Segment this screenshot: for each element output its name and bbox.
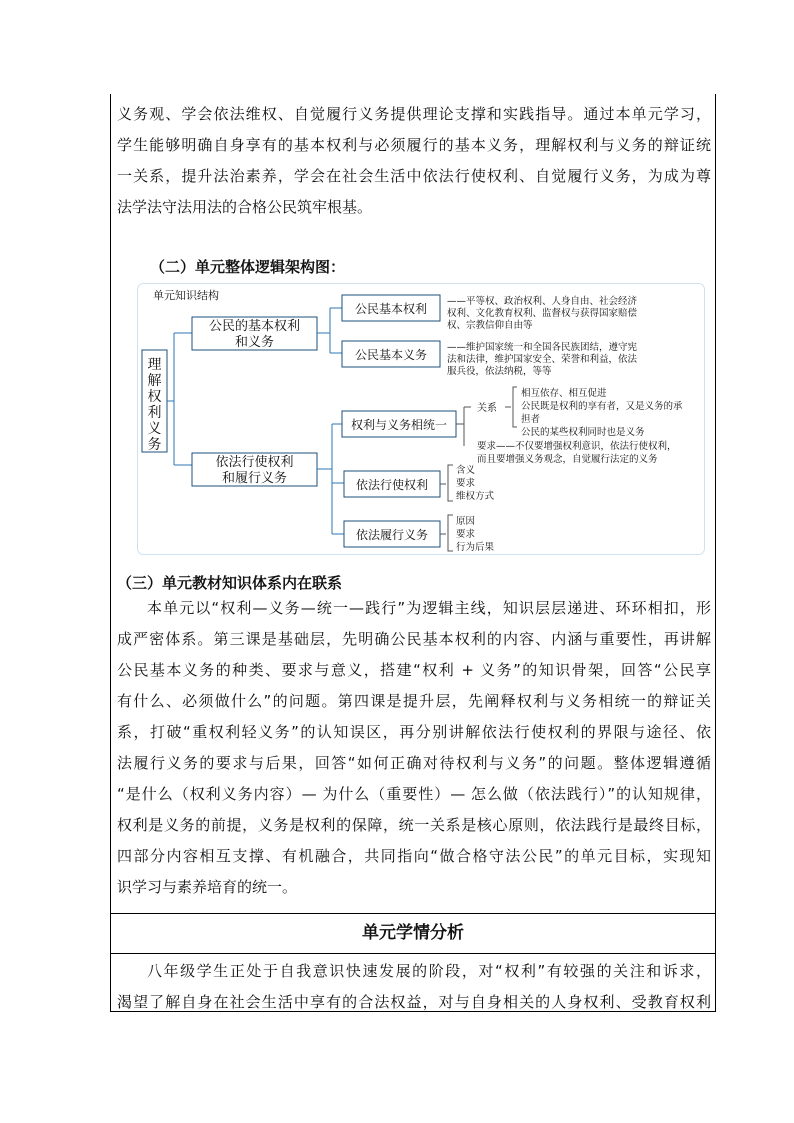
paragraph-line: 有什么、必须做什么”的问题。第四课是提升层，先阐释权利与义务相统一的辩证关 [117, 692, 711, 710]
paragraph-line: 一关系，提升法治素养，学会在社会生活中依法行使权利、自觉履行义务，为成为尊 [117, 167, 711, 185]
section-heading-knowledge-system: （三）单元教材知识体系内在联系 [117, 574, 343, 592]
diagram-title: 单元知识结构 [153, 289, 219, 302]
table-row-divider [110, 953, 716, 954]
branch1-label-line1: 公民的基本权利 [208, 319, 301, 334]
svg-text:解: 解 [147, 373, 162, 389]
svg-text:原因: 原因 [456, 516, 476, 527]
svg-text:公民既是权利的享有者，又是义务的承: 公民既是权利的享有者，又是义务的承 [521, 401, 683, 412]
svg-text:理: 理 [147, 357, 162, 373]
svg-text:务: 务 [147, 437, 162, 453]
svg-text:而且要增强义务观念，自觉履行法定的义务: 而且要增强义务观念，自觉履行法定的义务 [477, 454, 658, 465]
svg-text:担者: 担者 [521, 414, 541, 425]
svg-text:维权方式: 维权方式 [456, 491, 495, 502]
svg-text:——维护国家统一和全国各民族团结，遵守宪: ——维护国家统一和全国各民族团结，遵守宪 [447, 342, 638, 353]
paragraph-line: 识学习与素养培育的统一。 [117, 878, 298, 896]
unity-label: 权利与义务相统一 [350, 418, 448, 432]
paragraph-line: 法学法守法用法的合格公民筑牢根基。 [117, 198, 373, 216]
svg-text:利: 利 [147, 405, 162, 421]
svg-text:法和法律，维护国家安全、荣誉和利益，依法: 法和法律，维护国家安全、荣誉和利益，依法 [447, 354, 638, 365]
svg-text:——平等权、政治权利、人身自由、社会经济: ——平等权、政治权利、人身自由、社会经济 [447, 296, 638, 307]
svg-text:权利、文化教育权利、监督权与获得国家赔偿: 权利、文化教育权利、监督权与获得国家赔偿 [447, 308, 638, 319]
paragraph-line: 渴望了解自身在社会生活中享有的合法权益，对与自身相关的人身权利、受教育权利 [117, 993, 711, 1011]
unit-structure-diagram [137, 283, 705, 555]
paragraph-line: 义务观、学会依法维权、自觉履行义务提供理论支撑和实践指导。通过本单元学习， [117, 105, 711, 123]
intro-paragraph [117, 99, 711, 223]
svg-text:义: 义 [147, 421, 162, 437]
svg-text:公民的某些权利同时也是义务: 公民的某些权利同时也是义务 [521, 427, 645, 438]
knowledge-system-paragraph [117, 593, 711, 903]
paragraph-line: “是什么（权利义务内容）— 为什么（重要性）— 怎么做（依法践行）”的认知规律， [117, 785, 711, 803]
paragraph-line: 权利是义务的前提，义务是权利的保障，统一关系是核心原则，依法践行是最终目标， [117, 816, 711, 834]
rights-label: 公民基本权利 [354, 302, 428, 316]
branch1-label-line2: 和义务 [234, 335, 275, 350]
svg-text:要求——不仅要增强权利意识，依法行使权利，: 要求——不仅要增强权利意识，依法行使权利， [477, 441, 677, 452]
svg-text:行为后果: 行为后果 [456, 542, 495, 553]
analysis-section-title: 单元学情分析 [362, 923, 464, 943]
duties-label: 公民基本义务 [354, 348, 428, 362]
paragraph-line: 八年级学生正处于自我意识快速发展的阶段，对“权利”有较强的关注和诉求， [147, 962, 711, 980]
section-heading-logic-diagram: （二）单元整体逻辑架构图： [150, 258, 346, 276]
exercise-rights-label: 依法行使权利 [355, 478, 429, 492]
paragraph-line: 系，打破“重权利轻义务”的认知误区，再分别讲解依法行使权利的界限与途径、依 [117, 723, 711, 741]
svg-text:权、宗教信仰自由等: 权、宗教信仰自由等 [447, 320, 533, 331]
paragraph-line: 四部分内容相互支撑、有机融合，共同指向“做合格守法公民”的单元目标，实现知 [117, 847, 711, 865]
paragraph-line: 成严密体系。第三课是基础层，先明确公民基本权利的内容、内涵与重要性，再讲解 [117, 630, 711, 648]
branch2-label-line2: 和履行义务 [221, 471, 288, 486]
relation-label: 关系 [477, 403, 497, 414]
root-label [148, 357, 162, 453]
paragraph-line: 公民基本义务的种类、要求与意义，搭建“权利 + 义务”的知识骨架，回答“公民享 [117, 661, 711, 679]
paragraph-line: 本单元以“权利—义务—统一—践行”为逻辑主线，知识层层递进、环环相扣，形 [147, 599, 711, 617]
svg-text:含义: 含义 [456, 465, 476, 476]
fulfill-duties-label: 依法履行义务 [355, 528, 429, 542]
branch2-label-line1: 依法行使权利 [215, 455, 294, 470]
svg-text:要求: 要求 [456, 529, 476, 540]
svg-text:权: 权 [147, 389, 162, 405]
paragraph-line: 学生能够明确自身享有的基本权利与必须履行的基本义务，理解权利与义务的辩证统 [117, 136, 711, 154]
svg-text:相互依存、相互促进: 相互依存、相互促进 [521, 388, 607, 399]
svg-text:要求: 要求 [456, 478, 476, 489]
svg-text:服兵役，依法纳税，等等: 服兵役，依法纳税，等等 [447, 366, 552, 377]
paragraph-line: 法履行义务的要求与后果，回答“如何正确对待权利与义务”的问题。整体逻辑遵循 [117, 754, 711, 772]
analysis-paragraph [117, 956, 711, 1018]
